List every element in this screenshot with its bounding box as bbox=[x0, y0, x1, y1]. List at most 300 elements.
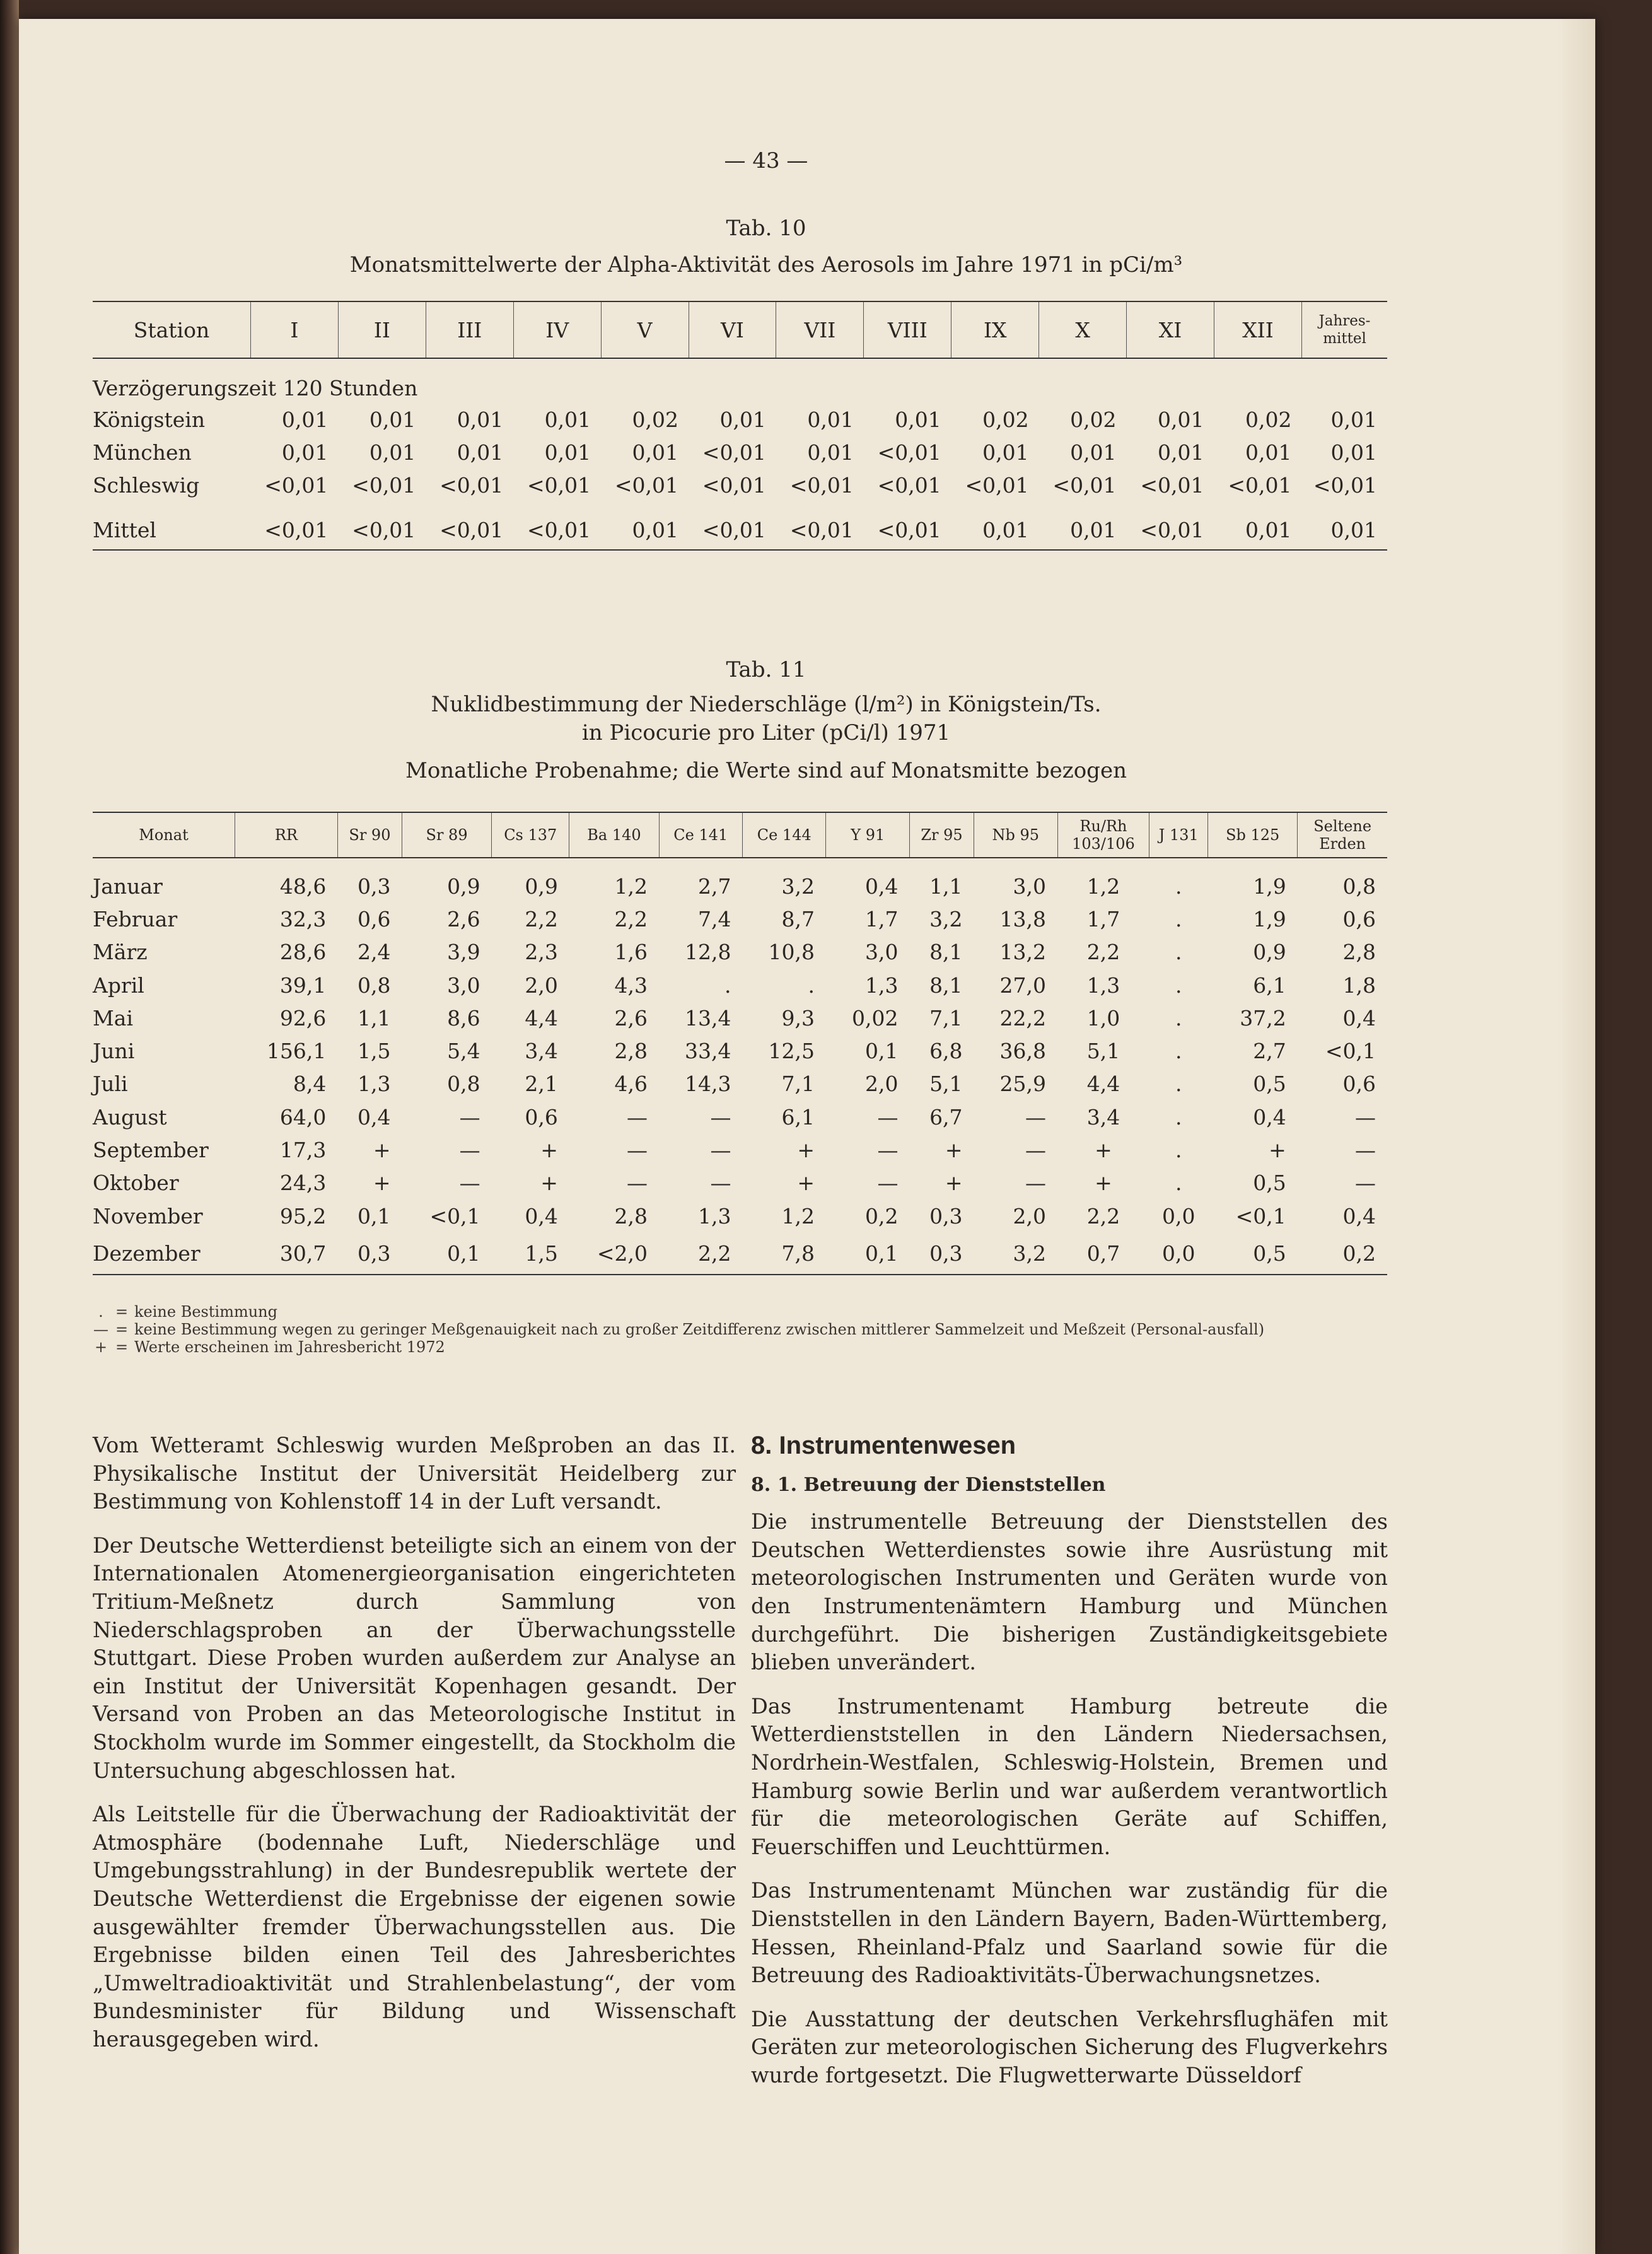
footnote-symbol: . bbox=[98, 1303, 103, 1321]
tab11-cell: 0,8 bbox=[358, 972, 391, 998]
tab11-cell: <2,0 bbox=[569, 1232, 659, 1275]
footnote bbox=[93, 1303, 1392, 1321]
tab10-header-row bbox=[93, 301, 1387, 358]
tab11-header-cell: Monat bbox=[93, 812, 235, 858]
tab11-label: Tab. 11 bbox=[726, 657, 806, 682]
tab10-cell: 0,02 bbox=[632, 407, 679, 432]
tab10-cell: <0,01 bbox=[689, 501, 776, 550]
tab11-cell: 0,8 bbox=[447, 1072, 480, 1097]
tab11-cell: — bbox=[710, 1171, 731, 1196]
tab11-row bbox=[93, 1101, 1387, 1133]
tab11-cell: 156,1 bbox=[266, 1039, 327, 1064]
tab11-header-cell: J 131 bbox=[1149, 812, 1208, 858]
tab11-row bbox=[93, 1232, 1387, 1275]
tab11-cell: 1,5 bbox=[492, 1232, 569, 1275]
tab10-cell: 0,01 bbox=[632, 440, 679, 465]
right-text-column bbox=[751, 1432, 1388, 2105]
tab10-cell: <0,01 bbox=[426, 501, 513, 550]
tab11-cell: 2,8 bbox=[614, 1039, 648, 1064]
paragraph: Das Instrumentenamt München war zuständig für die Dienststellen in den Ländern Bayern, Baden-Württemberg, Hessen, Rheinland-Pfalz und Saarland sowie für die Betreuung des Radioaktivitäts-Überwachungsnetzes. bbox=[751, 1878, 1388, 1988]
tab11-subtitle: Monatliche Probenahme; die Werte sind auf Monatsmitte bezogen bbox=[405, 758, 1127, 783]
tab11-cell: 0,2 bbox=[1298, 1232, 1387, 1275]
tab10-cell: 0,01 bbox=[982, 440, 1029, 465]
tab11-cell: 7,1 bbox=[781, 1072, 815, 1097]
tab11-cell: + bbox=[540, 1138, 558, 1163]
tab11-cell: 0,7 bbox=[1057, 1232, 1149, 1275]
tab11-cell: + bbox=[1095, 1138, 1112, 1163]
tab10-cell: <0,01 bbox=[965, 472, 1029, 498]
paragraph: Das Instrumentenamt Hamburg betreute die Wetterdienststellen in den Ländern Niedersachsen, Nordrhein-Westfalen, Schleswig-Holstein, Bremen und Hamburg sowie Berlin und war außerdem verantwortlich für die meteorologischen Geräte auf Schiffen, Feuerschiffen und Leuchttürmen. bbox=[751, 1693, 1388, 1859]
footnote-equals: = bbox=[115, 1303, 129, 1321]
tab11-row bbox=[93, 1167, 1387, 1200]
tab10-cell: <0,01 bbox=[1228, 472, 1292, 498]
tab11-cell: . bbox=[1175, 972, 1182, 998]
tab11-cell: — bbox=[710, 1104, 731, 1130]
tab10-cell: München bbox=[93, 440, 192, 465]
tab11-cell: 2,0 bbox=[864, 1072, 899, 1097]
tab11-row bbox=[93, 902, 1387, 935]
tab11-cell: 2,6 bbox=[614, 1005, 648, 1031]
tab11-cell: 0,0 bbox=[1149, 1232, 1208, 1275]
tab10-cell: <0,01 bbox=[776, 501, 864, 550]
tab10-cell: Schleswig bbox=[93, 472, 200, 498]
footnote-text: keine Bestimmung bbox=[134, 1303, 277, 1321]
tab11-cell: 3,4 bbox=[525, 1039, 558, 1064]
tab11-cell: + bbox=[945, 1138, 963, 1163]
tab10-header-cell: Jahres- mittel bbox=[1302, 301, 1388, 358]
tab10-cell: <0,01 bbox=[251, 501, 339, 550]
tab11-cell: Mai bbox=[93, 1005, 134, 1031]
tab10-cell: <0,01 bbox=[877, 472, 941, 498]
tab10-cell: 0,01 bbox=[457, 440, 504, 465]
section-title: 8. Instrumentenwesen bbox=[751, 1432, 1016, 1459]
tab11-title-line1: Nuklidbestimmung der Niederschläge (l/m²) in Königstein/Ts. bbox=[431, 692, 1102, 717]
tab11-cell: 6,7 bbox=[929, 1104, 963, 1130]
tab11-cell: 64,0 bbox=[279, 1104, 327, 1130]
tab10-group-row bbox=[93, 358, 1387, 403]
tab11-cell: . bbox=[1175, 906, 1182, 931]
tab11-cell: 7,4 bbox=[698, 906, 731, 931]
tab11-cell: + bbox=[797, 1171, 815, 1196]
tab10-cell: Königstein bbox=[93, 407, 206, 432]
tab11-cell: + bbox=[797, 1138, 815, 1163]
tab10-header-cell: Station bbox=[93, 301, 251, 358]
tab11-cell: 2,1 bbox=[525, 1072, 558, 1097]
tab11-header-cell: Nb 95 bbox=[974, 812, 1057, 858]
tab11-row bbox=[93, 1200, 1387, 1232]
tab10-header-cell: VIII bbox=[864, 301, 951, 358]
tab10-cell: 0,02 bbox=[1070, 407, 1117, 432]
tab10-cell: 0,01 bbox=[807, 440, 854, 465]
tab10-header-cell: VI bbox=[689, 301, 776, 358]
tab11-cell: 3,2 bbox=[781, 873, 815, 899]
tab11-cell: 1,2 bbox=[781, 1203, 815, 1229]
tab10-cell: 0,01 bbox=[1214, 501, 1301, 550]
footnote bbox=[93, 1338, 1392, 1356]
tab10-cell: 0,01 bbox=[1330, 407, 1377, 432]
tab10-cell: <0,01 bbox=[877, 440, 941, 465]
tab10-cell: 0,01 bbox=[807, 407, 854, 432]
tab11-cell: August bbox=[93, 1104, 167, 1130]
tab11-cell: + bbox=[373, 1138, 391, 1163]
tab10-cell: <0,01 bbox=[702, 440, 766, 465]
paragraph: Die instrumentelle Betreuung der Dienststellen des Deutschen Wetterdienstes sowie ihre Ausrüstung mit meteorologischen Instrumenten und Geräten wurde von den Instrumentenämtern Hamburg und München durchgeführt. Die bisherigen Zuständigkeitsgebiete blieben unverändert. bbox=[751, 1509, 1388, 1675]
tab10-group-label: Verzögerungszeit 120 Stunden bbox=[93, 375, 418, 400]
tab11-header-cell: Sr 90 bbox=[337, 812, 402, 858]
tab11-cell: 0,5 bbox=[1208, 1232, 1298, 1275]
tab11-cell: 27,0 bbox=[999, 972, 1047, 998]
tab11-cell: 4,6 bbox=[614, 1072, 648, 1097]
tab10-cell: 0,01 bbox=[719, 407, 766, 432]
tab11-cell: — bbox=[627, 1171, 648, 1196]
tab11-cell: 0,6 bbox=[1342, 906, 1376, 931]
tab11-cell: Februar bbox=[93, 906, 178, 931]
tab11-cell: 5,4 bbox=[447, 1039, 480, 1064]
tab10-cell: <0,01 bbox=[702, 472, 766, 498]
tab11-cell: 1,9 bbox=[1253, 873, 1286, 899]
tab11-cell: 2,0 bbox=[1013, 1203, 1047, 1229]
tab11-cell: 0,3 bbox=[358, 873, 391, 899]
tab11-cell: 7,1 bbox=[929, 1005, 963, 1031]
tab11-cell: 0,4 bbox=[1342, 1005, 1376, 1031]
tab10-title: Monatsmittelwerte der Alpha-Aktivität des Aerosols im Jahre 1971 in pCi/m³ bbox=[349, 252, 1183, 277]
tab11-cell: 1,3 bbox=[698, 1203, 731, 1229]
paragraph: Vom Wetteramt Schleswig wurden Meßproben an das II. Physikalische Institut der Universität Heidelberg zur Bestimmung von Kohlenstoff 14 in der Luft versandt. bbox=[93, 1433, 736, 1514]
tab10-cell: <0,01 bbox=[1140, 472, 1204, 498]
tab11-cell: — bbox=[1025, 1171, 1047, 1196]
tab11-cell: 7,8 bbox=[743, 1232, 826, 1275]
tab11-cell: 22,2 bbox=[999, 1005, 1047, 1031]
tab10-header-cell: V bbox=[601, 301, 689, 358]
tab11-cell: 1,3 bbox=[1086, 972, 1120, 998]
tab11-cell: 48,6 bbox=[279, 873, 327, 899]
tab11-cell: 3,2 bbox=[929, 906, 963, 931]
tab11-cell: 1,5 bbox=[358, 1039, 391, 1064]
left-text-column bbox=[93, 1432, 736, 2069]
tab11-cell: 0,8 bbox=[1342, 873, 1376, 899]
tab11-cell: 92,6 bbox=[279, 1005, 327, 1031]
tab11-cell: 0,1 bbox=[358, 1203, 391, 1229]
tab11-cell: — bbox=[1025, 1138, 1047, 1163]
tab11-cell: 10,8 bbox=[768, 940, 815, 965]
tab11-cell: 0,1 bbox=[826, 1232, 909, 1275]
tab11-header-cell: Zr 95 bbox=[909, 812, 974, 858]
tab11-cell: 37,2 bbox=[1240, 1005, 1286, 1031]
tab11-cell: + bbox=[373, 1171, 391, 1196]
tab11-cell: — bbox=[1355, 1171, 1376, 1196]
tab11-header-cell: Sb 125 bbox=[1208, 812, 1298, 858]
tab11-cell: — bbox=[459, 1104, 480, 1130]
tab11-cell: 2,7 bbox=[698, 873, 731, 899]
tab11-cell: 6,1 bbox=[1253, 972, 1286, 998]
tab11-cell: 2,2 bbox=[1086, 940, 1120, 965]
tab11-cell: 0,4 bbox=[1342, 1203, 1376, 1229]
tab10-cell: <0,01 bbox=[338, 501, 426, 550]
paragraph: Die Ausstattung der deutschen Verkehrsflughäfen mit Geräten zur meteorologischen Sicherung des Flugverkehrs wurde fortgesetzt. Die Flugwetterwarte Düsseldorf bbox=[751, 2006, 1388, 2088]
tab11-cell: 2,2 bbox=[614, 906, 648, 931]
tab10-header-cell: VII bbox=[776, 301, 864, 358]
tab11-cell: 0,5 bbox=[1253, 1072, 1286, 1097]
tab11-cell: . bbox=[1175, 1171, 1182, 1196]
tab10-cell: <0,01 bbox=[864, 501, 951, 550]
tab11-header-cell: Y 91 bbox=[826, 812, 909, 858]
tab10-cell: <0,01 bbox=[264, 472, 329, 498]
tab11-cell: 0,3 bbox=[909, 1232, 974, 1275]
tab10-header-cell: IV bbox=[513, 301, 601, 358]
tab11-table bbox=[93, 812, 1387, 1275]
tab11-title-line2: in Picocurie pro Liter (pCi/l) 1971 bbox=[581, 720, 951, 745]
footnote-text: Werte erscheinen im Jahresbericht 1972 bbox=[134, 1338, 445, 1356]
tab10-label: Tab. 10 bbox=[726, 216, 806, 241]
tab10-cell: 0,01 bbox=[601, 501, 689, 550]
tab11-cell: 1,6 bbox=[614, 940, 648, 965]
tab10-row bbox=[93, 469, 1387, 501]
tab10-cell: <0,01 bbox=[513, 501, 601, 550]
tab11-header-cell: Seltene Erden bbox=[1298, 812, 1387, 858]
tab11-header-cell: Ru/Rh 103/106 bbox=[1057, 812, 1149, 858]
tab11-cell: 0,0 bbox=[1162, 1203, 1195, 1229]
tab11-cell: 0,9 bbox=[447, 873, 480, 899]
document-page bbox=[19, 19, 1595, 2254]
tab11-cell: — bbox=[459, 1171, 480, 1196]
tab11-cell: 0,4 bbox=[358, 1104, 391, 1130]
tab11-cell: 2,0 bbox=[525, 972, 558, 998]
tab10-row bbox=[93, 403, 1387, 436]
tab10-table bbox=[93, 301, 1387, 551]
tab11-row bbox=[93, 1001, 1387, 1034]
tab11-cell: — bbox=[1025, 1104, 1047, 1130]
tab11-cell: 2,7 bbox=[1253, 1039, 1286, 1064]
tab11-cell: <0,1 bbox=[1325, 1039, 1376, 1064]
tab11-cell: 1,3 bbox=[864, 972, 899, 998]
tab10-header-cell: I bbox=[251, 301, 339, 358]
tab10-cell: <0,01 bbox=[614, 472, 679, 498]
paragraph: Der Deutsche Wetterdienst beteiligte sich an einem von der Internationalen Atomenergieorganisation eingerichteten Tritium-Meßnetz durch Sammlung von Niederschlagsproben an der Überwachungsstelle Stuttgart. Diese Proben wurden außerdem zur Analyse an ein Institut der Universität Kopenhagen gesandt. Der Versand von Proben an das Meteorologische Institut in Stockholm wurde im Sommer eingestellt, da Stockholm die Untersuchung abgeschlossen hat. bbox=[93, 1533, 736, 1783]
tab11-cell: Januar bbox=[93, 873, 163, 899]
tab11-cell: 30,7 bbox=[235, 1232, 338, 1275]
tab10-header-cell: II bbox=[338, 301, 426, 358]
tab11-cell: 0,2 bbox=[864, 1203, 899, 1229]
tab11-cell: 0,6 bbox=[525, 1104, 558, 1130]
tab11-cell: 9,3 bbox=[781, 1005, 815, 1031]
tab11-cell: 3,4 bbox=[1086, 1104, 1120, 1130]
tab10-cell: 0,01 bbox=[895, 407, 941, 432]
footnote-symbol: + bbox=[94, 1338, 108, 1356]
tab11-cell: . bbox=[1175, 1138, 1182, 1163]
tab11-cell: März bbox=[93, 940, 148, 965]
tab11-cell: 33,4 bbox=[685, 1039, 731, 1064]
tab10-cell: <0,01 bbox=[789, 472, 854, 498]
footnote bbox=[93, 1321, 1392, 1338]
tab11-cell: 2,2 bbox=[659, 1232, 742, 1275]
tab11-cell: 13,4 bbox=[685, 1005, 731, 1031]
tab10-cell: 0,02 bbox=[982, 407, 1029, 432]
tab11-cell: . bbox=[808, 972, 815, 998]
tab10-header-cell: XI bbox=[1127, 301, 1214, 358]
tab11-cell: 3,2 bbox=[974, 1232, 1057, 1275]
tab10-cell: 0,01 bbox=[1245, 440, 1292, 465]
tab10-cell: 0,01 bbox=[1302, 501, 1388, 550]
tab11-row bbox=[93, 858, 1387, 902]
tab11-cell: September bbox=[93, 1138, 209, 1163]
tab11-cell: 12,8 bbox=[685, 940, 731, 965]
tab11-cell: 13,2 bbox=[999, 940, 1047, 965]
tab10-row bbox=[93, 501, 1387, 550]
tab10-row bbox=[93, 436, 1387, 469]
tab11-cell: 0,1 bbox=[402, 1232, 491, 1275]
tab11-cell: 0,1 bbox=[864, 1039, 899, 1064]
tab11-cell: 8,6 bbox=[447, 1005, 480, 1031]
tab11-cell: 28,6 bbox=[279, 940, 327, 965]
tab10-cell: 0,01 bbox=[281, 407, 329, 432]
tab10-cell: <0,01 bbox=[352, 472, 416, 498]
tab11-cell: 2,8 bbox=[614, 1203, 648, 1229]
tab10-cell: <0,01 bbox=[1313, 472, 1377, 498]
tab11-cell: . bbox=[1175, 1039, 1182, 1064]
tab11-cell: 4,4 bbox=[525, 1005, 558, 1031]
tab11-cell: 3,0 bbox=[1013, 873, 1047, 899]
tab11-cell: 25,9 bbox=[999, 1072, 1047, 1097]
footnote-equals: = bbox=[115, 1338, 129, 1356]
tab11-cell: 2,2 bbox=[525, 906, 558, 931]
tab11-cell: — bbox=[877, 1138, 899, 1163]
tab11-cell: 0,6 bbox=[1342, 1072, 1376, 1097]
footnote-text: keine Bestimmung wegen zu geringer Meßgenauigkeit nach zu großer Zeitdifferenz zwischen mittlerer Sammelzeit und Meßzeit (Personal-ausfall) bbox=[134, 1321, 1265, 1338]
tab10-cell: 0,01 bbox=[1157, 440, 1204, 465]
book-spine bbox=[0, 0, 19, 2254]
tab11-cell: — bbox=[627, 1104, 648, 1130]
tab11-cell: 0,5 bbox=[1253, 1171, 1286, 1196]
tab11-cell: — bbox=[877, 1171, 899, 1196]
tab11-cell: — bbox=[1355, 1104, 1376, 1130]
tab10-cell: 0,01 bbox=[281, 440, 329, 465]
paragraph: Als Leitstelle für die Überwachung der Radioaktivität der Atmosphäre (bodennahe Luft, Niederschläge und Umgebungsstrahlung) in der Bundesrepublik wertete der Deutsche Wetterdienst die Ergebnisse der eigenen sowie ausgewählter fremder Überwachungsstellen aus. Die Ergebnisse bilden einen Teil des Jahresberichtes „Umweltradioaktivität und Strahlenbelastung“, der vom Bundesminister für Bildung und Wissenschaft herausgegeben wird. bbox=[93, 1802, 736, 2052]
tab11-header-cell: Cs 137 bbox=[492, 812, 569, 858]
tab11-cell: 1,9 bbox=[1253, 906, 1286, 931]
tab11-cell: 1,1 bbox=[358, 1005, 391, 1031]
tab10-cell: <0,01 bbox=[1052, 472, 1117, 498]
tab11-cell: 14,3 bbox=[685, 1072, 731, 1097]
tab10-cell: 0,01 bbox=[369, 440, 416, 465]
tab11-cell: 8,7 bbox=[781, 906, 815, 931]
tab11-cell: <0,1 bbox=[1235, 1203, 1286, 1229]
tab11-cell: 0,02 bbox=[851, 1005, 899, 1031]
tab11-row bbox=[93, 1034, 1387, 1067]
tab11-cell: 8,4 bbox=[293, 1072, 327, 1097]
tab11-cell: — bbox=[627, 1138, 648, 1163]
tab11-cell: 8,1 bbox=[929, 940, 963, 965]
tab11-cell: 0,4 bbox=[1253, 1104, 1286, 1130]
tab11-cell: . bbox=[1175, 1072, 1182, 1097]
tab11-cell: 1,1 bbox=[929, 873, 963, 899]
tab11-header-row bbox=[93, 812, 1387, 858]
tab10-cell: 0,01 bbox=[1157, 407, 1204, 432]
tab11-cell: 0,4 bbox=[864, 873, 899, 899]
tab11-cell: 2,2 bbox=[1086, 1203, 1120, 1229]
tab11-cell: 5,1 bbox=[929, 1072, 963, 1097]
tab11-cell: 0,4 bbox=[525, 1203, 558, 1229]
tab11-cell: 6,8 bbox=[929, 1039, 963, 1064]
tab11-cell: 39,1 bbox=[279, 972, 327, 998]
tab11-cell: 95,2 bbox=[279, 1203, 327, 1229]
tab11-cell: 1,2 bbox=[614, 873, 648, 899]
tab11-cell: November bbox=[93, 1203, 203, 1229]
tab11-cell: — bbox=[877, 1104, 899, 1130]
tab11-cell: 1,7 bbox=[1086, 906, 1120, 931]
tab11-cell: Dezember bbox=[93, 1232, 235, 1275]
tab11-header-cell: Sr 89 bbox=[402, 812, 491, 858]
tab11-cell: — bbox=[1355, 1138, 1376, 1163]
tab11-row bbox=[93, 1133, 1387, 1166]
footnote-symbol: — bbox=[93, 1321, 108, 1338]
tab11-cell: 5,1 bbox=[1086, 1039, 1120, 1064]
tab11-cell: Juni bbox=[93, 1039, 135, 1064]
tab10-cell: 0,01 bbox=[1330, 440, 1377, 465]
tab10-cell: 0,01 bbox=[544, 407, 591, 432]
tab11-cell: + bbox=[540, 1171, 558, 1196]
tab11-cell: 2,8 bbox=[1342, 940, 1376, 965]
table-footnotes bbox=[93, 1303, 1392, 1356]
tab11-cell: 2,4 bbox=[358, 940, 391, 965]
tab11-cell: 1,2 bbox=[1086, 873, 1120, 899]
tab10-cell: 0,02 bbox=[1245, 407, 1292, 432]
page-number: — 43 — bbox=[724, 148, 808, 173]
tab10-cell: <0,01 bbox=[526, 472, 591, 498]
tab11-header-cell: Ce 141 bbox=[659, 812, 742, 858]
tab11-cell: + bbox=[1269, 1138, 1286, 1163]
tab10-cell: 0,01 bbox=[1070, 440, 1117, 465]
tab10-header-cell: IX bbox=[951, 301, 1039, 358]
tab11-cell: . bbox=[1175, 1104, 1182, 1130]
tab10-cell: Mittel bbox=[93, 501, 251, 550]
tab10-cell: <0,01 bbox=[1127, 501, 1214, 550]
tab11-cell: 0,3 bbox=[337, 1232, 402, 1275]
tab11-cell: 6,1 bbox=[781, 1104, 815, 1130]
tab11-cell: 1,0 bbox=[1086, 1005, 1120, 1031]
tab10-header-cell: X bbox=[1039, 301, 1127, 358]
tab11-cell: 2,3 bbox=[525, 940, 558, 965]
tab11-cell: 3,0 bbox=[447, 972, 480, 998]
tab11-header-cell: RR bbox=[235, 812, 338, 858]
tab11-cell: 0,6 bbox=[358, 906, 391, 931]
tab11-cell: 1,3 bbox=[358, 1072, 391, 1097]
tab11-cell: 4,4 bbox=[1086, 1072, 1120, 1097]
tab11-row bbox=[93, 936, 1387, 969]
tab11-header-cell: Ce 144 bbox=[743, 812, 826, 858]
tab11-cell: 1,8 bbox=[1342, 972, 1376, 998]
tab11-cell: 17,3 bbox=[279, 1138, 327, 1163]
tab10-header-cell: XII bbox=[1214, 301, 1301, 358]
tab11-cell: 2,6 bbox=[447, 906, 480, 931]
tab11-cell: 13,8 bbox=[999, 906, 1047, 931]
tab11-cell: 4,3 bbox=[614, 972, 648, 998]
tab11-cell: — bbox=[459, 1138, 480, 1163]
tab11-header-cell: Ba 140 bbox=[569, 812, 659, 858]
tab10-cell: 0,01 bbox=[1039, 501, 1127, 550]
tab10-cell: <0,01 bbox=[439, 472, 504, 498]
tab11-cell: . bbox=[1175, 940, 1182, 965]
tab11-cell: 1,7 bbox=[864, 906, 899, 931]
tab11-cell: 12,5 bbox=[768, 1039, 815, 1064]
tab11-row bbox=[93, 1068, 1387, 1101]
tab11-cell: 36,8 bbox=[999, 1039, 1047, 1064]
tab11-row bbox=[93, 969, 1387, 1001]
tab11-cell: 0,9 bbox=[1253, 940, 1286, 965]
tab11-cell: 24,3 bbox=[279, 1171, 327, 1196]
tab11-cell: 0,3 bbox=[929, 1203, 963, 1229]
tab11-cell: <0,1 bbox=[429, 1203, 480, 1229]
tab10-header-cell: III bbox=[426, 301, 513, 358]
